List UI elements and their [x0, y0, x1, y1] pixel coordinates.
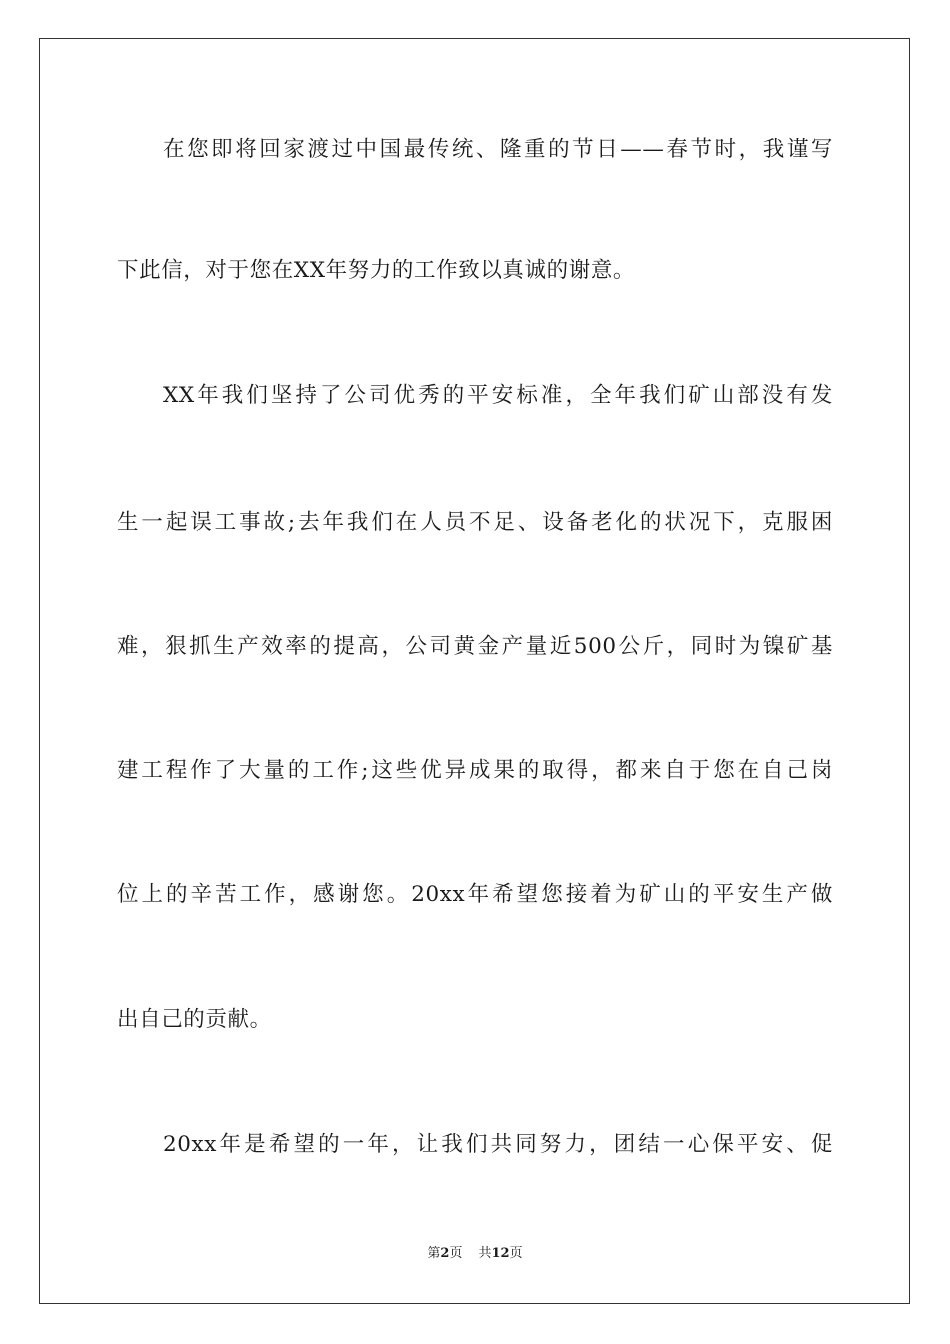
paragraph-1-line-2: 下此信，对于您在XX年努力的工作致以真诚的谢意。: [117, 258, 636, 283]
total-prefix: 共: [478, 1246, 492, 1261]
total-suffix: 页: [509, 1246, 523, 1261]
paragraph-2-line-4: 建工程作了大量的工作;这些优异成果的取得，都来自于您在自己岗: [117, 758, 833, 783]
paragraph-2-line-6: 出自己的贡献。: [117, 1007, 272, 1032]
page-current-number: 2: [440, 1246, 450, 1261]
page-prefix: 第: [427, 1246, 441, 1261]
paragraph-1-line-1: 在您即将回家渡过中国最传统、隆重的节日——春节时，我谨写: [163, 137, 833, 162]
paragraph-3-line-1: 20xx年是希望的一年，让我们共同努力，团结一心保平安、促: [163, 1132, 833, 1157]
paragraph-2-line-2: 生一起误工事故;去年我们在人员不足、设备老化的状况下，克服困: [117, 510, 833, 535]
page-footer: [0, 1245, 950, 1263]
paragraph-2-line-5: 位上的辛苦工作，感谢您。20xx年希望您接着为矿山的平安生产做: [117, 882, 833, 907]
page-total-number: 12: [491, 1246, 510, 1261]
paragraph-2-line-3: 难，狠抓生产效率的提高，公司黄金产量近500公斤，同时为镍矿基: [117, 634, 833, 659]
page-border: [39, 38, 910, 1304]
page-suffix: 页: [449, 1246, 463, 1261]
paragraph-2-line-1: XX年我们坚持了公司优秀的平安标准，全年我们矿山部没有发: [163, 383, 833, 408]
